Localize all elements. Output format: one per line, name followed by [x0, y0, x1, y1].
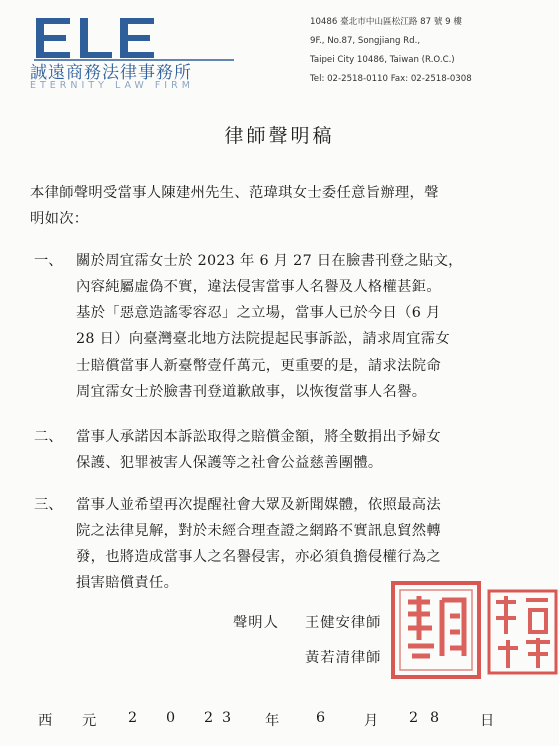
item-line: 28 日）向臺灣臺北地方法院提起民事訴訟，請求周宜霈女 [76, 331, 450, 347]
item-line: 關於周宜霈女士於 2023 年 6 月 27 日在臉書刊登之貼文， [76, 253, 463, 269]
address-line: 9F., No.87, Songjiang Rd., [310, 36, 421, 46]
item-line: 周宜霈女士於臉書刊登道歉啟事，以恢復當事人名譽。 [76, 384, 427, 400]
date-char: 0 [166, 710, 176, 726]
signature-label: 聲明人 [233, 615, 279, 631]
item-line: 內容純屬虛偽不實，違法侵害當事人名譽及人格權甚鉅。 [76, 279, 441, 295]
item-line: 保護、犯罪被害人保護等之社會公益慈善團體。 [76, 455, 383, 471]
date-char: 6 [316, 710, 326, 726]
intro-line: 本律師聲明受當事人陳建州先生、范瑋琪女士委任意旨辦理，聲 [30, 185, 439, 201]
date-char: 3 [222, 710, 232, 726]
item-line: 士賠償當事人新臺幣壹仟萬元，更重要的是，請求法院命 [76, 358, 441, 374]
item-number: 三、 [34, 497, 63, 513]
address-line: Taipei City 10486, Taiwan (R.O.C.) [310, 55, 455, 65]
document-title: 律師聲明稿 [224, 125, 335, 147]
date-char: 2 [128, 710, 138, 726]
date-char: 西 [38, 713, 53, 729]
item-number: 二、 [34, 429, 63, 445]
item-line: 院之法律見解，對於未經合理查證之網路不實訊息貿然轉 [76, 523, 441, 539]
date-char: 年 [265, 713, 280, 729]
item-line: 發，也將造成當事人之名譽侵害，亦必須負擔侵權行為之 [76, 549, 441, 565]
item-line: 當事人並希望再次提醒社會大眾及新聞媒體，依照最高法 [76, 497, 441, 513]
signature-lawyer-2: 黃若清律師 [305, 650, 382, 666]
firm-name: 誠遠商務法律事務所 [30, 63, 192, 83]
item-number: 一、 [34, 253, 63, 269]
lawyer-seal-huang [486, 588, 559, 676]
date-char: 日 [480, 713, 495, 729]
intro-line: 明如次： [30, 211, 89, 227]
lawyer-seal-wang [390, 580, 482, 680]
item-line: 損害賠償責任。 [76, 575, 179, 591]
date-char: 元 [82, 713, 97, 729]
address-line: 10486 臺北市中山區松江路 87 號 9 樓 [310, 17, 462, 27]
date-char: 月 [364, 713, 379, 729]
date-char: 8 [430, 710, 440, 726]
signature-lawyer-1: 王健安律師 [305, 615, 382, 631]
item-line: 基於「惡意造謠零容忍」之立場，當事人已於今日（6 月 [76, 305, 441, 321]
date-char: 2 [204, 710, 214, 726]
contact-line: Tel: 02-2518-0110 Fax: 02-2518-0308 [310, 74, 472, 84]
date-char: 2 [409, 710, 419, 726]
firm-name-en: ETERNITY LAW FIRM [30, 80, 194, 91]
item-line: 當事人承諾因本訴訟取得之賠償金額，將全數捐出予婦女 [76, 429, 441, 445]
